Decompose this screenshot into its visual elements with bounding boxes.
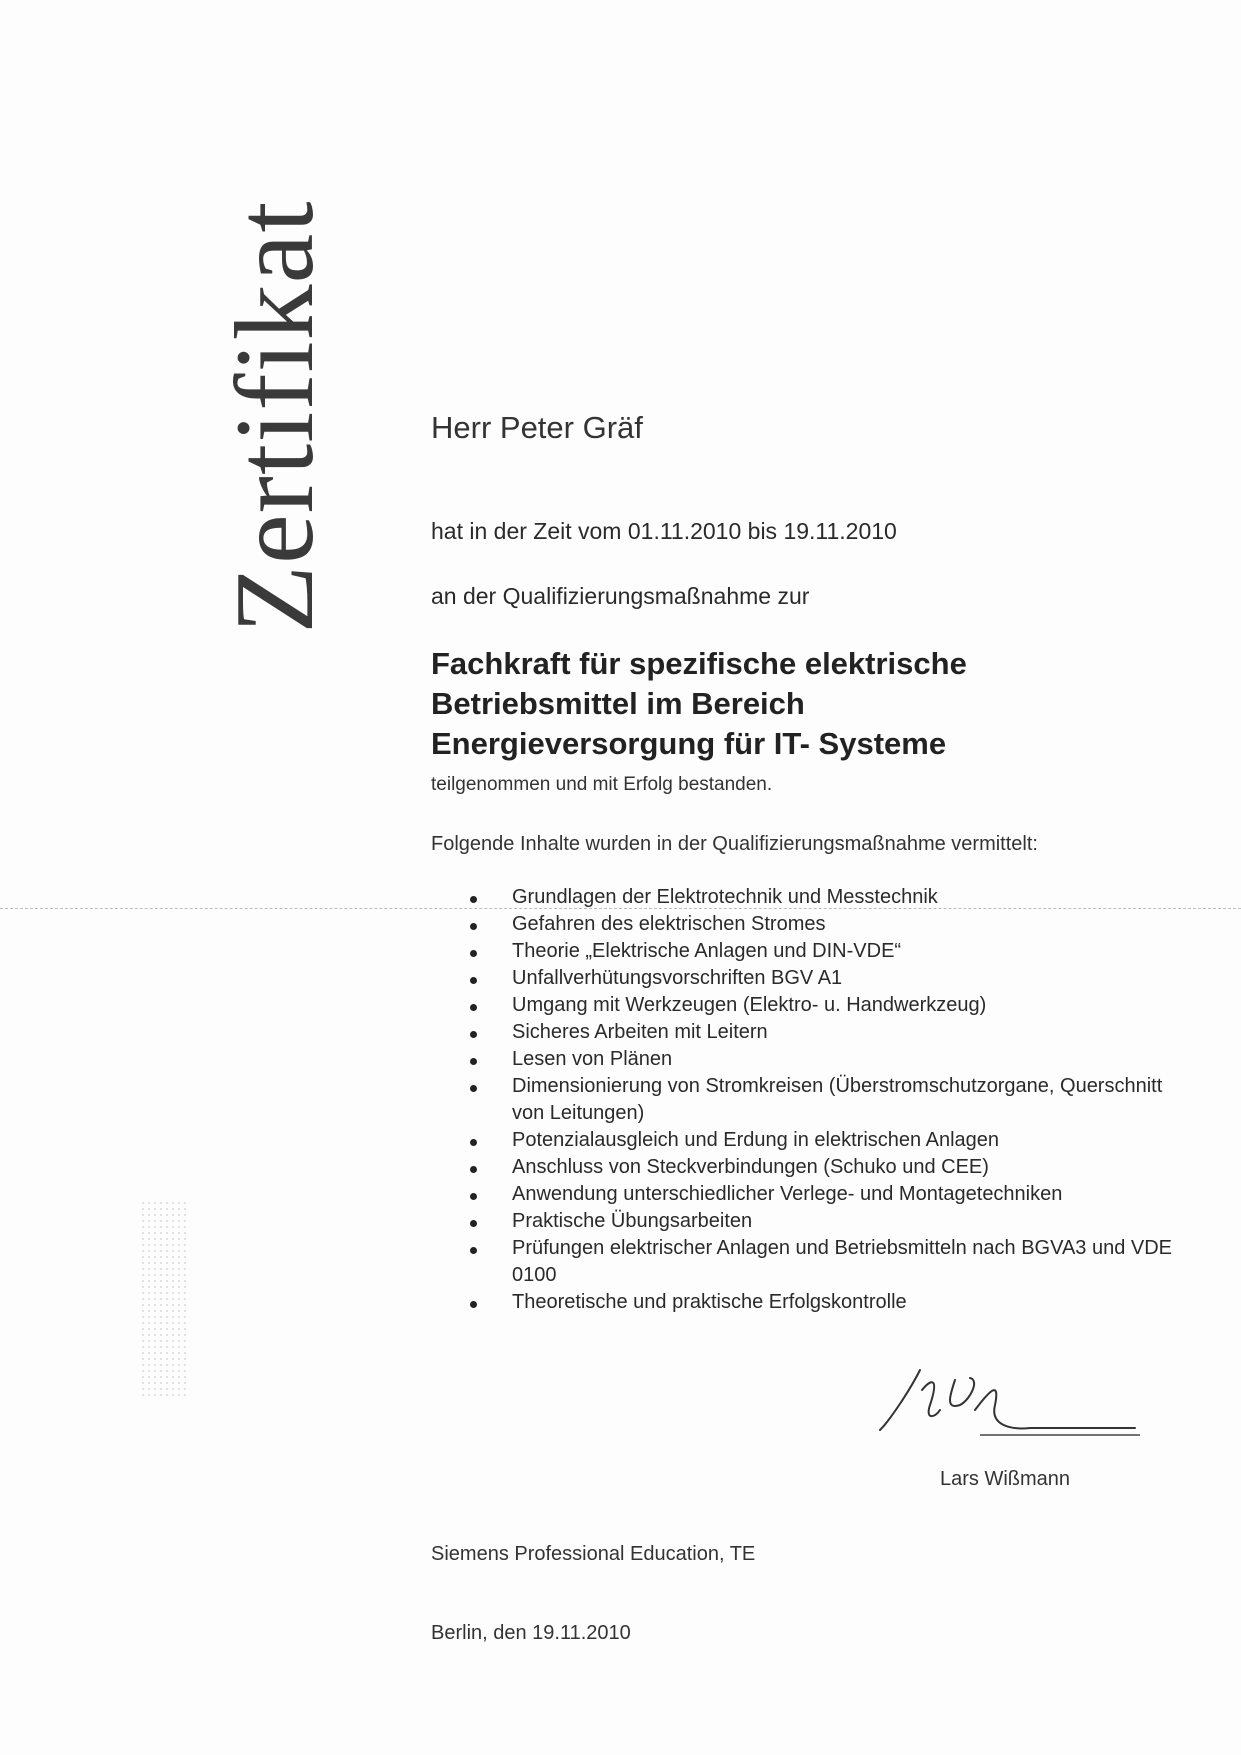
bullet-icon [470, 1004, 477, 1011]
bullet-icon [470, 1247, 477, 1254]
topic-item [470, 1235, 1190, 1289]
topic-item [470, 1019, 1190, 1046]
topic-text: Theoretische und praktische Erfolgskontrolle [512, 1291, 907, 1313]
topic-item [470, 1154, 1190, 1181]
bullet-icon [470, 977, 477, 984]
bullet-icon [470, 1031, 477, 1038]
topic-list [470, 884, 1190, 1316]
topic-item [470, 1073, 1190, 1127]
scan-speckle [140, 1200, 190, 1400]
bullet-icon [470, 1220, 477, 1227]
course-title-line: Betriebsmittel im Bereich [431, 686, 805, 721]
passed-text: teilgenommen und mit Erfolg bestanden. [431, 774, 773, 795]
bullet-icon [470, 1166, 477, 1173]
bullet-icon [470, 1193, 477, 1200]
topic-item [470, 911, 1190, 938]
period-text: hat in der Zeit vom 01.11.2010 bis 19.11.2010 [431, 518, 897, 544]
topic-item [470, 1127, 1190, 1154]
topic-item [470, 938, 1190, 965]
bullet-icon [470, 896, 477, 903]
course-title-line: Fachkraft für spezifische elektrische [431, 646, 967, 681]
topic-item [470, 1208, 1190, 1235]
bullet-icon [470, 1301, 477, 1308]
course-title [431, 644, 967, 764]
topic-item [470, 965, 1190, 992]
topic-item [470, 1181, 1190, 1208]
topic-text: Umgang mit Werkzeugen (Elektro- u. Handwerkzeug) [512, 994, 987, 1016]
topic-text: Gefahren des elektrischen Stromes [512, 913, 826, 935]
bullet-icon [470, 1085, 477, 1092]
topic-text: Sicheres Arbeiten mit Leitern [512, 1021, 768, 1043]
signature-stroke [880, 1370, 1135, 1430]
bullet-icon [470, 923, 477, 930]
topic-text: Unfallverhütungsvorschriften BGV A1 [512, 967, 843, 989]
topic-text: Theorie „Elektrische Anlagen und DIN-VDE“ [512, 940, 902, 962]
intro-text: an der Qualifizierungsmaßnahme zur [431, 583, 810, 609]
topic-text: Anschluss von Steckverbindungen (Schuko und CEE) [512, 1156, 989, 1178]
contents-intro: Folgende Inhalte wurden in der Qualifizierungsmaßnahme vermittelt: [431, 833, 1038, 855]
topic-item [470, 884, 1190, 911]
topic-text: Praktische Übungsarbeiten [512, 1210, 753, 1232]
organization-name: Siemens Professional Education, TE [431, 1543, 756, 1565]
topic-text: Potenzialausgleich und Erdung in elektrischen Anlagen [512, 1129, 1000, 1151]
bullet-icon [470, 1139, 477, 1146]
bullet-icon [470, 950, 477, 957]
topic-text: Anwendung unterschiedlicher Verlege- und Montagetechniken [512, 1183, 1063, 1205]
course-title-line: Energieversorgung für IT- Systeme [431, 726, 947, 761]
topic-item [470, 1289, 1190, 1316]
topic-text: Dimensionierung von Stromkreisen (Überstromschutzorgane, Querschnitt von Leitungen) [512, 1075, 1163, 1124]
topic-text: Prüfungen elektrischer Anlagen und Betriebsmitteln nach BGVA3 und VDE 0100 [512, 1237, 1173, 1286]
topic-item [470, 992, 1190, 1019]
recipient-name: Herr Peter Gräf [431, 410, 643, 445]
topic-text: Lesen von Plänen [512, 1048, 673, 1070]
topic-item [470, 1046, 1190, 1073]
certificate-title: Zertifikat [213, 200, 337, 634]
place-date: Berlin, den 19.11.2010 [431, 1622, 631, 1644]
signature-graphic [860, 1350, 1140, 1470]
bullet-icon [470, 1058, 477, 1065]
signer-name: Lars Wißmann [940, 1468, 1071, 1490]
topic-text: Grundlagen der Elektrotechnik und Messtechnik [512, 886, 938, 908]
